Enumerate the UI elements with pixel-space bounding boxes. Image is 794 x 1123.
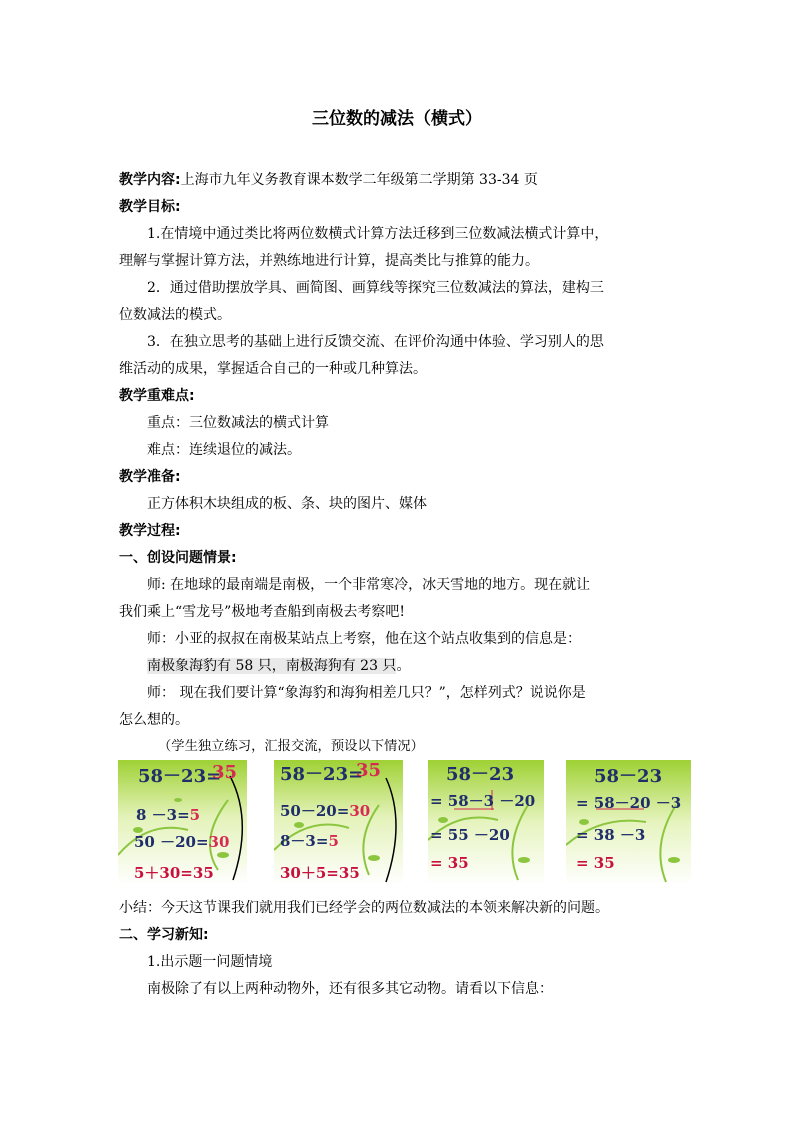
summary-line: 小结：今天这节课我们就用我们已经学会的两位数减法的本领来解决新的问题。 (119, 900, 609, 916)
student-note: （学生独立练习，汇报交流，预设以下情况） (158, 739, 424, 754)
keypoints-heading: 教学重难点: (119, 388, 195, 404)
pic1-step1: 8 －3=5 (136, 806, 201, 824)
teacher-line-1a: 师: 在地球的最南端是南极，一个非常寒冷，冰天雪地的地方。现在就让 (147, 577, 591, 593)
teacher-line-1b: 我们乘上“雪龙号”极地考查船到南极去考察吧! (119, 604, 405, 620)
section-2-heading: 二、学习新知: (119, 927, 209, 943)
pic4-head: 58－23 (594, 766, 663, 787)
pic2-head: 58－23= (280, 764, 364, 785)
section-1-heading: 一、创设问题情景: (119, 550, 237, 566)
pic1-step3: 5＋30=35 (134, 864, 214, 882)
pic2-step2: 8－3=5 (280, 832, 339, 850)
info-end: 。 (396, 658, 411, 674)
teacher-line-3b: 怎么想的。 (119, 712, 189, 728)
info-seal: 南极象海豹有 58 只 (147, 658, 272, 674)
new-knowledge-2: 南极除了有以上两种动物外，还有很多其它动物。请看以下信息： (147, 981, 553, 997)
method-picture-2 (274, 760, 403, 885)
goal-3-line-a: 3．在独立思考的基础上进行反馈交流、在评价沟通中体验、学习别人的思 (147, 334, 604, 350)
teacher-line-3a: 师： 现在我们要计算“象海豹和海狗相差几只？”，怎样列式？说说你是 (147, 685, 586, 701)
pic3-step2: = 55 －20 (430, 826, 510, 844)
pic1-step2: 50 －20=30 (134, 833, 230, 851)
new-knowledge-1: 1.出示题一问题情境 (147, 954, 273, 970)
teacher-line-2: 师：小亚的叔叔在南极某站点上考察，他在这个站点收集到的信息是： (147, 631, 581, 647)
content-text: 上海市九年义务教育课本数学二年级第二学期第 33-34 页 (180, 172, 538, 188)
pic4-step2: = 38 －3 (576, 826, 646, 844)
pic4-step1: = 58－20 －3 (576, 794, 682, 812)
method-picture-1 (118, 760, 247, 885)
pic2-step3: 30＋5=35 (280, 864, 360, 882)
goal-2-line-b: 位数减法的模式。 (119, 307, 231, 323)
info-seadog: ，南极海狗有 23 只 (271, 658, 397, 674)
page-title: 三位数的减法（横式） (312, 109, 482, 129)
method-picture-3 (428, 760, 544, 885)
pic2-answer: 35 (356, 760, 382, 781)
pic4-step3: = 35 (576, 854, 615, 872)
process-heading: 教学过程: (119, 523, 181, 539)
method-pictures (118, 760, 698, 886)
method-picture-4 (566, 760, 691, 885)
info-line (147, 656, 707, 676)
pic3-step3: = 35 (430, 854, 469, 872)
pic2-step1: 50－20=30 (280, 802, 371, 820)
pic3-head: 58－23 (446, 764, 515, 785)
goals-heading: 教学目标: (119, 199, 181, 215)
prep-text: 正方体积木块组成的板、条、块的图片、媒体 (147, 496, 427, 512)
goal-2-line-a: 2．通过借助摆放学具、画简图、画算线等探究三位数减法的算法，建构三 (147, 280, 604, 296)
content-label: 教学内容: (119, 172, 181, 188)
goal-3-line-b: 维活动的成果，掌握适合自己的一种或几种算法。 (119, 361, 427, 377)
goal-1-line-a: 1.在情境中通过类比将两位数横式计算方法迁移到三位数减法横式计算中， (147, 226, 609, 242)
hard-point: 难点：连续退位的减法。 (147, 442, 301, 458)
key-point: 重点：三位数减法的横式计算 (147, 415, 329, 431)
goal-1-line-b: 理解与掌握计算方法，并熟练地进行计算，提高类比与推算的能力。 (119, 253, 539, 269)
prep-heading: 教学准备: (119, 469, 181, 485)
pic3-step1: = 58－3 －20 (430, 792, 536, 810)
pic1-head: 58－23= (138, 766, 222, 787)
pic1-answer: 35 (212, 762, 238, 783)
content-line (119, 170, 679, 190)
